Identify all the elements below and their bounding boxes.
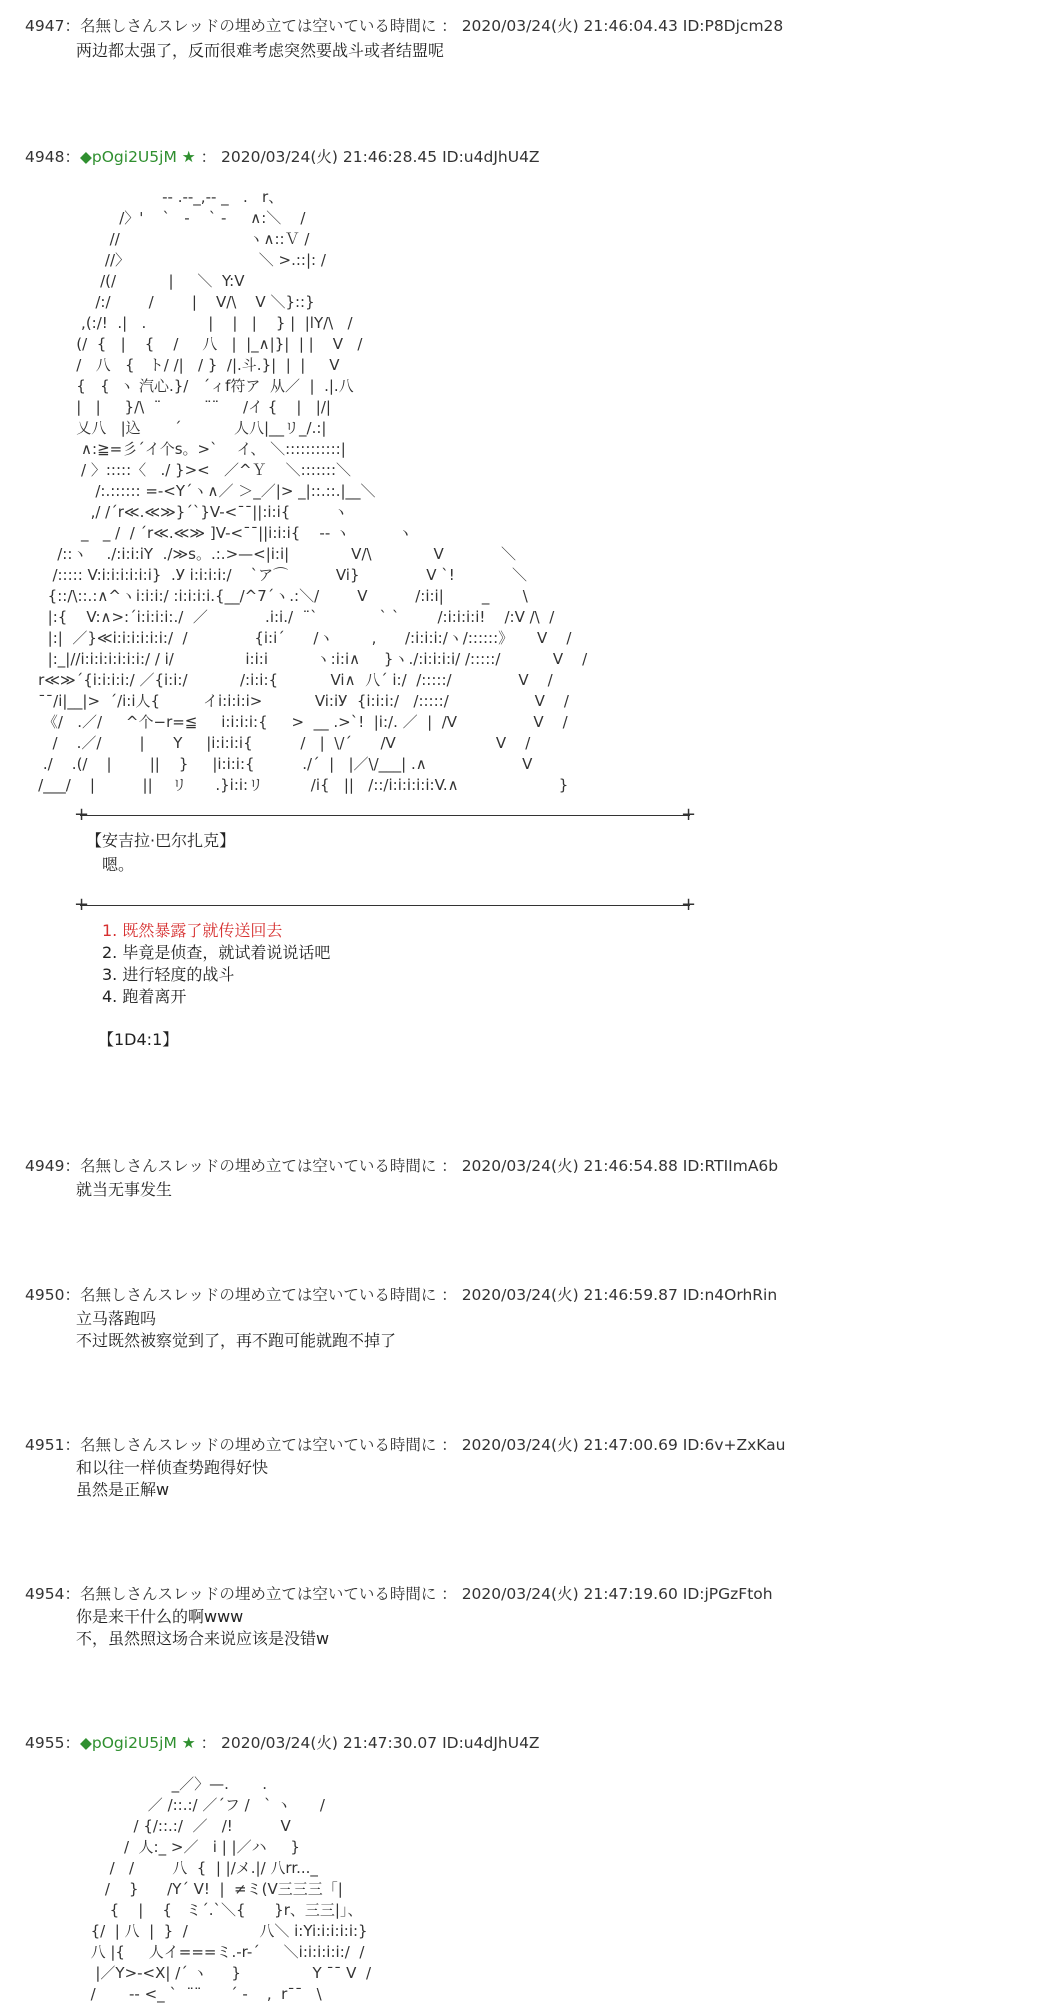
poster-id[interactable]: ID:n4OrhRin [682, 1286, 778, 1304]
dice-roll: 【1D4:1】 [98, 1030, 179, 1049]
speech-text: 嗯。 [102, 855, 135, 874]
post-line: 不过既然被察觉到了，再不跑可能就跑不掉了 [76, 1331, 397, 1350]
poster-id[interactable]: ID:RTIImA6b [682, 1157, 779, 1175]
poster-trip: ◆pOgi2U5jM ★ [79, 148, 196, 166]
post-line: 立马落跑吗 [76, 1309, 157, 1328]
post-number[interactable]: 4955 [25, 1734, 65, 1752]
poster-trip: ◆pOgi2U5jM ★ [79, 1734, 196, 1752]
poster-id[interactable]: ID:u4dJhU4Z [442, 148, 540, 166]
ascii-art: _／〉—. . ／ /::.:/ ／´フ / ` ヽ / / {/::.:/ ／ /! V / 人:_ >／ i | |／ハ } / / 八 { | |/メ.|/ 八rr..._ / } /Y´ V! | ≠ミ(V三三三「| { | { ミ´.`＼{ }r、三三|」、 {/ | 八 | } / 八＼ i:Yi:i:i:i:i:} 八 |{ 人イ===ミ.-r-´ ＼i:i:i:i:i:/ / |／Y>-<X| /´ ヽ } Y ¯¯ V / / -‐ <_ ` ¨¨ ´ - , r¯¯ \ [90, 1775, 372, 2003]
post-line: 你是来干什么的啊www [76, 1607, 244, 1626]
speaker-name: 【安吉拉·巴尔扎克】 [86, 831, 236, 850]
post-date: 2020/03/24(火) 21:47:30.07 [221, 1734, 438, 1752]
post-number[interactable]: 4954 [25, 1585, 65, 1603]
post-number[interactable]: 4951 [25, 1436, 65, 1454]
post-header: 4955：◆pOgi2U5jM ★ ： 2020/03/24(火) 21:47:30.07 ID:u4dJhU4Z [25, 1734, 540, 1752]
post-number[interactable]: 4947 [25, 17, 65, 35]
divider [80, 815, 690, 816]
divider-cap-left: + [74, 804, 90, 825]
divider-cap-right: + [681, 804, 697, 825]
choice-1: 1. 既然暴露了就传送回去 [102, 921, 283, 940]
post-number[interactable]: 4950 [25, 1286, 65, 1304]
post-line: 和以往一样侦查势跑得好快 [76, 1458, 269, 1477]
choice-2: 2. 毕竟是侦查，就试着说说话吧 [102, 943, 331, 962]
poster-id[interactable]: ID:6v+ZxKau [682, 1436, 786, 1454]
poster-name: 名無しさんスレッドの埋め立ては空いている時間に [79, 17, 437, 35]
divider [80, 905, 690, 906]
post-header: 4949：名無しさんスレッドの埋め立ては空いている時間に ： 2020/03/24(火) 21:46:54.88 ID:RTIImA6b [25, 1157, 779, 1175]
post-header: 4947：名無しさんスレッドの埋め立ては空いている時間に ： 2020/03/24(火) 21:46:04.43 ID:P8Djcm28 [25, 17, 784, 35]
post-line: 就当无事发生 [76, 1180, 173, 1199]
post-date: 2020/03/24(火) 21:47:00.69 [461, 1436, 678, 1454]
post-date: 2020/03/24(火) 21:46:54.88 [461, 1157, 678, 1175]
poster-name: 名無しさんスレッドの埋め立ては空いている時間に [79, 1436, 437, 1454]
poster-id[interactable]: ID:u4dJhU4Z [442, 1734, 540, 1752]
poster-name: 名無しさんスレッドの埋め立ては空いている時間に [79, 1157, 437, 1175]
ascii-art: -‐ .-‐_,-‐ _ . r、 /〉' ` ‐ ` ‐ ∧:＼ / // ヽ∧::Ｖ / //〉 ＼ >.::|: / /(/ | ＼ Y:V /:/ / | V/\ V ＼}::} ,(:/! .| . | | | } | |lY/\ / (/ { | { / 八 | |_∧|}| | | V / / 八 { ト/ /| / } /|.斗.}| | | V { { ヽ 汽心.}/ ´ィf符ア 从／ | .|.八 | | }/\ ¨ ¨¨ /イ { | |/| 乂八 |込 ´ 人八|__リ_/.:| ∧:≧=彡´イ个s。>` イ、 ＼:::::::::::| / 〉:::::〈 ./ }>< ／^Ｙ ＼:::::::＼ /:.:::::: =-<Y´ヽ∧／ ＞_／|> _|::.::.|__＼ ,/ /´r≪.≪≫}´`}V-<¯¯||:i:i{ ヽ _ _ / / ´r≪.≪≫ ]V-<¯¯||i:i:i{ ‐‐ ヽ ヽ /::ヽ ./:i:i:iY ./≫s。.:.>—<|i:i| V/\ V ＼ /::::: V:i:i:i:i:i:i} .У i:i:i:i:/ `ア⌒ Vi} V `! ＼ {::/\::.:∧^ヽi:i:i:/ :i:i:i:i.{__/^7´ヽ.:＼/ V /:i:i| _ \ |:{ V:∧>:´i:i:i:i:./ ／ .i:i./ ¨` ` ` /:i:i:i:i! /:V /\ / |:| ／}≪i:i:i:i:i:i:/ / {i:i´ /ヽ , /:i:i:i:/ヽ/::::::》 V / |:_|//i:i:i:i:i:i:i:/ / i/ i:i:i ヽ:i:i∧ }ヽ./:i:i:i:i/ /:::::/ V / r≪≫´{i:i:i:i:/ ／{i:i:/ /:i:i:{ Vi∧ 八´ i:/ /:::::/ V / ¯¯/i|__|> ´/i:i人{ イi:i:i:i> Vi:iУ {i:i:i:/ /:::::/ V / 《/ .／/ ^个−r=≦ i:i:i:i:{ > __ .>`! |i:/. ／ | /V V / / .／/ | Y |i:i:i:i{ / | \/´ /V V / ./ .(/ | || } |i:i:i:{ ./´ | |／\/___| .∧ V /___/ | || リ .}i:i:リ /i{ || /::/i:i:i:i:i:V.∧ } [38, 188, 588, 794]
post-date: 2020/03/24(火) 21:47:19.60 [461, 1585, 678, 1603]
post-header: 4951：名無しさんスレッドの埋め立ては空いている時間に ： 2020/03/24(火) 21:47:00.69 ID:6v+ZxKau [25, 1436, 786, 1454]
post-line: 虽然是正解w [76, 1480, 170, 1499]
post-header: 4950：名無しさんスレッドの埋め立ては空いている時間に ： 2020/03/24(火) 21:46:59.87 ID:n4OrhRin [25, 1286, 778, 1304]
poster-name: 名無しさんスレッドの埋め立ては空いている時間に [79, 1286, 437, 1304]
poster-name: 名無しさんスレッドの埋め立ては空いている時間に [79, 1585, 437, 1603]
post-line: 不，虽然照这场合来说应该是没错w [76, 1629, 330, 1648]
poster-id[interactable]: ID:P8Djcm28 [682, 17, 784, 35]
post-line: 两边都太强了，反而很难考虑突然要战斗或者结盟呢 [76, 41, 445, 60]
post-date: 2020/03/24(火) 21:46:04.43 [461, 17, 678, 35]
divider-cap-right: + [681, 894, 697, 915]
poster-id[interactable]: ID:jPGzFtoh [682, 1585, 773, 1603]
choice-3: 3. 进行轻度的战斗 [102, 965, 235, 984]
post-header: 4954：名無しさんスレッドの埋め立ては空いている時間に ： 2020/03/24(火) 21:47:19.60 ID:jPGzFtoh [25, 1585, 773, 1603]
post-date: 2020/03/24(火) 21:46:28.45 [221, 148, 438, 166]
post-header: 4948：◆pOgi2U5jM ★ ： 2020/03/24(火) 21:46:28.45 ID:u4dJhU4Z [25, 148, 540, 166]
post-number[interactable]: 4948 [25, 148, 65, 166]
choice-4: 4. 跑着离开 [102, 987, 187, 1006]
post-number[interactable]: 4949 [25, 1157, 65, 1175]
divider-cap-left: + [74, 894, 90, 915]
post-date: 2020/03/24(火) 21:46:59.87 [461, 1286, 678, 1304]
